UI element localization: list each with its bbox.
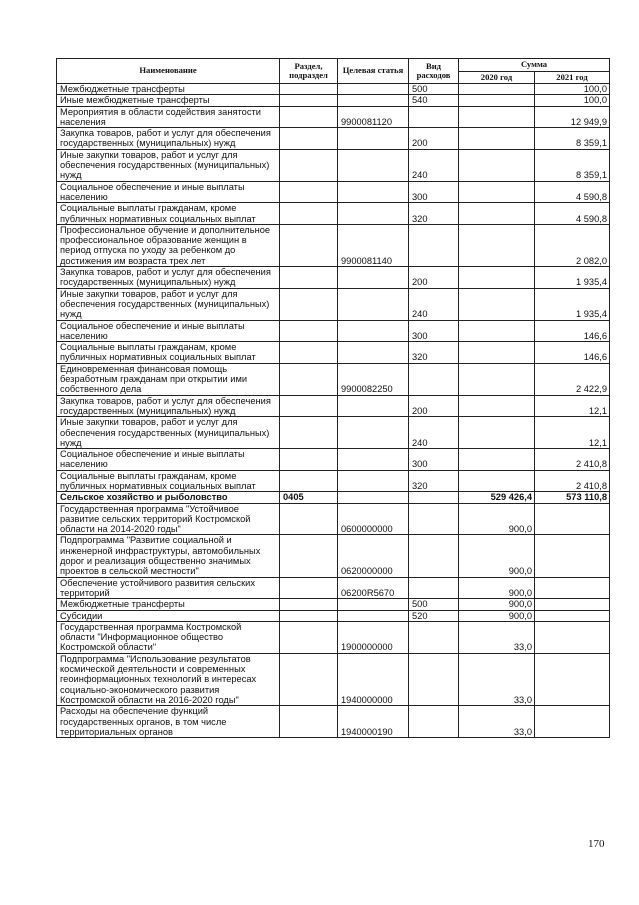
cell-2021: [535, 610, 610, 621]
cell-target: [338, 203, 409, 225]
table-row: [57, 610, 610, 621]
cell-target: [338, 470, 409, 492]
cell-2021: 2 410,8: [535, 470, 610, 492]
cell-2020: 900,0: [459, 577, 535, 599]
cell-section: [280, 267, 338, 289]
cell-2021: 12 949,9: [535, 106, 610, 128]
cell-2020: [459, 84, 535, 95]
cell-2020: [459, 181, 535, 203]
cell-kind: [409, 106, 459, 128]
cell-section: [280, 95, 338, 106]
cell-name: Социальные выплаты гражданам, кроме публичных нормативных социальных выплат: [57, 470, 280, 492]
cell-2020: 900,0: [459, 535, 535, 577]
cell-2021: 8 359,1: [535, 149, 610, 181]
cell-target: [338, 417, 409, 449]
table-row: [57, 106, 610, 128]
cell-name: Обеспечение устойчивого развития сельских территорий: [57, 577, 280, 599]
table-row: [57, 224, 610, 266]
cell-2021: 146,6: [535, 320, 610, 342]
header-target: Целевая статья: [338, 59, 409, 84]
cell-target: [338, 95, 409, 106]
table-row: [57, 395, 610, 417]
header-year-2021: 2021 год: [535, 71, 610, 84]
cell-2021: 2 422,9: [535, 363, 610, 395]
cell-name: Социальное обеспечение и иные выплаты населению: [57, 181, 280, 203]
cell-2021: 2 410,8: [535, 449, 610, 471]
cell-2020: [459, 342, 535, 364]
cell-name: Иные закупки товаров, работ и услуг для обеспечения государственных (муниципальных) нужд: [57, 417, 280, 449]
cell-section: [280, 320, 338, 342]
cell-section: [280, 363, 338, 395]
cell-section: [280, 395, 338, 417]
cell-section: [280, 106, 338, 128]
cell-name: Социальные выплаты гражданам, кроме публичных нормативных социальных выплат: [57, 203, 280, 225]
cell-target: [338, 492, 409, 503]
cell-section: [280, 706, 338, 738]
cell-target: 0620000000: [338, 535, 409, 577]
cell-kind: 500: [409, 599, 459, 610]
cell-kind: [409, 224, 459, 266]
cell-2020: [459, 149, 535, 181]
cell-target: 9900082250: [338, 363, 409, 395]
cell-target: [338, 395, 409, 417]
cell-2021: [535, 535, 610, 577]
cell-2020: 33,0: [459, 653, 535, 705]
table-row: [57, 535, 610, 577]
cell-2020: [459, 320, 535, 342]
header-sum: Сумма: [459, 59, 610, 72]
cell-kind: 320: [409, 342, 459, 364]
cell-section: [280, 621, 338, 653]
table-row: [57, 492, 610, 503]
cell-name: Государственная программа Костромской области "Информационное общество Костромской области": [57, 621, 280, 653]
cell-name: Единовременная финансовая помощь безработным гражданам при открытии ими собственного дела: [57, 363, 280, 395]
cell-target: 0600000000: [338, 503, 409, 535]
cell-target: [338, 320, 409, 342]
table-row: [57, 577, 610, 599]
cell-2021: [535, 706, 610, 738]
cell-kind: 200: [409, 395, 459, 417]
cell-target: [338, 267, 409, 289]
cell-kind: 540: [409, 95, 459, 106]
cell-name: Государственная программа "Устойчивое развитие сельских территорий Костромской области на 2014-2020 годы": [57, 503, 280, 535]
cell-kind: [409, 535, 459, 577]
cell-2020: [459, 106, 535, 128]
cell-section: [280, 599, 338, 610]
page-number: 170: [588, 838, 605, 850]
cell-name: Сельское хозяйство и рыболовство: [57, 492, 280, 503]
table-row: [57, 503, 610, 535]
cell-target: 1940000000: [338, 653, 409, 705]
cell-kind: 240: [409, 417, 459, 449]
table-row: [57, 128, 610, 150]
table-row: [57, 84, 610, 95]
cell-2021: 573 110,8: [535, 492, 610, 503]
cell-name: Социальное обеспечение и иные выплаты населению: [57, 320, 280, 342]
table-row: [57, 320, 610, 342]
cell-kind: 320: [409, 203, 459, 225]
cell-kind: 200: [409, 128, 459, 150]
cell-section: [280, 128, 338, 150]
table-row: [57, 95, 610, 106]
cell-target: 06200R5670: [338, 577, 409, 599]
cell-name: Иные межбюджетные трансферты: [57, 95, 280, 106]
cell-target: [338, 84, 409, 95]
cell-2021: [535, 621, 610, 653]
cell-name: Социальное обеспечение и иные выплаты населению: [57, 449, 280, 471]
cell-name: Профессиональное обучение и дополнительное профессиональное образование женщин в период отпуска по уходу за ребенком до достижения им возраста трех лет: [57, 224, 280, 266]
cell-target: [338, 181, 409, 203]
cell-section: [280, 342, 338, 364]
cell-section: [280, 610, 338, 621]
cell-target: [338, 288, 409, 320]
cell-kind: 500: [409, 84, 459, 95]
cell-section: [280, 181, 338, 203]
cell-2020: [459, 203, 535, 225]
cell-section: [280, 535, 338, 577]
cell-2021: 100,0: [535, 84, 610, 95]
header-kind: Вид расходов: [409, 59, 459, 84]
cell-name: Межбюджетные трансферты: [57, 599, 280, 610]
cell-kind: [409, 653, 459, 705]
cell-section: [280, 84, 338, 95]
cell-kind: 320: [409, 470, 459, 492]
cell-section: [280, 417, 338, 449]
cell-name: Подпрограмма "Использование результатов космической деятельности и современных геоинформационных технологий в интересах социально-экономического развития Костромской области на 2016-2020 годы": [57, 653, 280, 705]
cell-2020: 900,0: [459, 503, 535, 535]
cell-kind: [409, 621, 459, 653]
cell-target: 1900000000: [338, 621, 409, 653]
cell-kind: 300: [409, 320, 459, 342]
header-year-2020: 2020 год: [459, 71, 535, 84]
cell-section: [280, 470, 338, 492]
cell-kind: 240: [409, 288, 459, 320]
table-row: [57, 363, 610, 395]
cell-2021: 12,1: [535, 395, 610, 417]
cell-section: [280, 503, 338, 535]
cell-2021: [535, 577, 610, 599]
cell-2020: 33,0: [459, 706, 535, 738]
cell-name: Закупка товаров, работ и услуг для обеспечения государственных (муниципальных) нужд: [57, 267, 280, 289]
cell-target: [338, 449, 409, 471]
cell-section: 0405: [280, 492, 338, 503]
cell-kind: [409, 363, 459, 395]
table-row: [57, 470, 610, 492]
cell-2020: [459, 288, 535, 320]
cell-2021: 8 359,1: [535, 128, 610, 150]
cell-2020: [459, 128, 535, 150]
table-row: [57, 288, 610, 320]
cell-section: [280, 577, 338, 599]
header-section: Раздел, подраздел: [280, 59, 338, 84]
cell-name: Социальные выплаты гражданам, кроме публичных нормативных социальных выплат: [57, 342, 280, 364]
cell-2021: [535, 599, 610, 610]
cell-2020: [459, 363, 535, 395]
cell-kind: 200: [409, 267, 459, 289]
cell-target: [338, 599, 409, 610]
cell-target: [338, 128, 409, 150]
cell-2020: [459, 417, 535, 449]
table-row: [57, 267, 610, 289]
cell-name: Субсидии: [57, 610, 280, 621]
cell-name: Подпрограмма "Развитие социальной и инженерной инфраструктуры, автомобильных дорог и реализация общественно значимых проектов в сельской местности": [57, 535, 280, 577]
cell-kind: [409, 503, 459, 535]
table-row: [57, 417, 610, 449]
cell-2020: 900,0: [459, 599, 535, 610]
cell-target: 9900081140: [338, 224, 409, 266]
cell-section: [280, 149, 338, 181]
cell-2020: [459, 95, 535, 106]
cell-kind: 240: [409, 149, 459, 181]
cell-kind: [409, 492, 459, 503]
cell-section: [280, 288, 338, 320]
header-row: [57, 59, 610, 72]
cell-target: 1940000190: [338, 706, 409, 738]
cell-2020: [459, 224, 535, 266]
cell-name: Закупка товаров, работ и услуг для обеспечения государственных (муниципальных) нужд: [57, 395, 280, 417]
cell-2020: [459, 267, 535, 289]
table-row: [57, 181, 610, 203]
cell-2020: 529 426,4: [459, 492, 535, 503]
cell-section: [280, 653, 338, 705]
cell-2020: [459, 395, 535, 417]
table-row: [57, 599, 610, 610]
cell-2021: [535, 653, 610, 705]
cell-name: Иные закупки товаров, работ и услуг для обеспечения государственных (муниципальных) нужд: [57, 149, 280, 181]
cell-2021: 2 082,0: [535, 224, 610, 266]
cell-2021: 12,1: [535, 417, 610, 449]
cell-2020: 33,0: [459, 621, 535, 653]
cell-name: Закупка товаров, работ и услуг для обеспечения государственных (муниципальных) нужд: [57, 128, 280, 150]
cell-target: [338, 342, 409, 364]
cell-kind: [409, 577, 459, 599]
cell-2021: 4 590,8: [535, 203, 610, 225]
cell-name: Расходы на обеспечение функций государственных органов, в том числе территориальных органов: [57, 706, 280, 738]
table-body: [57, 84, 610, 738]
header-name: Наименование: [57, 59, 280, 84]
budget-table: [56, 58, 610, 738]
table-row: [57, 342, 610, 364]
cell-target: [338, 149, 409, 181]
cell-2020: [459, 449, 535, 471]
table-row: [57, 653, 610, 705]
cell-kind: 520: [409, 610, 459, 621]
cell-kind: [409, 706, 459, 738]
cell-2020: 900,0: [459, 610, 535, 621]
cell-name: Иные закупки товаров, работ и услуг для обеспечения государственных (муниципальных) нужд: [57, 288, 280, 320]
cell-2021: 1 935,4: [535, 288, 610, 320]
table-row: [57, 706, 610, 738]
cell-2020: [459, 470, 535, 492]
cell-target: [338, 610, 409, 621]
cell-2021: 1 935,4: [535, 267, 610, 289]
cell-section: [280, 203, 338, 225]
cell-kind: 300: [409, 449, 459, 471]
cell-name: Мероприятия в области содействия занятости населения: [57, 106, 280, 128]
cell-kind: 300: [409, 181, 459, 203]
table-row: [57, 149, 610, 181]
cell-section: [280, 224, 338, 266]
cell-name: Межбюджетные трансферты: [57, 84, 280, 95]
cell-target: 9900081120: [338, 106, 409, 128]
cell-2021: 4 590,8: [535, 181, 610, 203]
cell-section: [280, 449, 338, 471]
cell-2021: 100,0: [535, 95, 610, 106]
table-row: [57, 449, 610, 471]
table-row: [57, 203, 610, 225]
table-row: [57, 621, 610, 653]
cell-2021: [535, 503, 610, 535]
cell-2021: 146,6: [535, 342, 610, 364]
